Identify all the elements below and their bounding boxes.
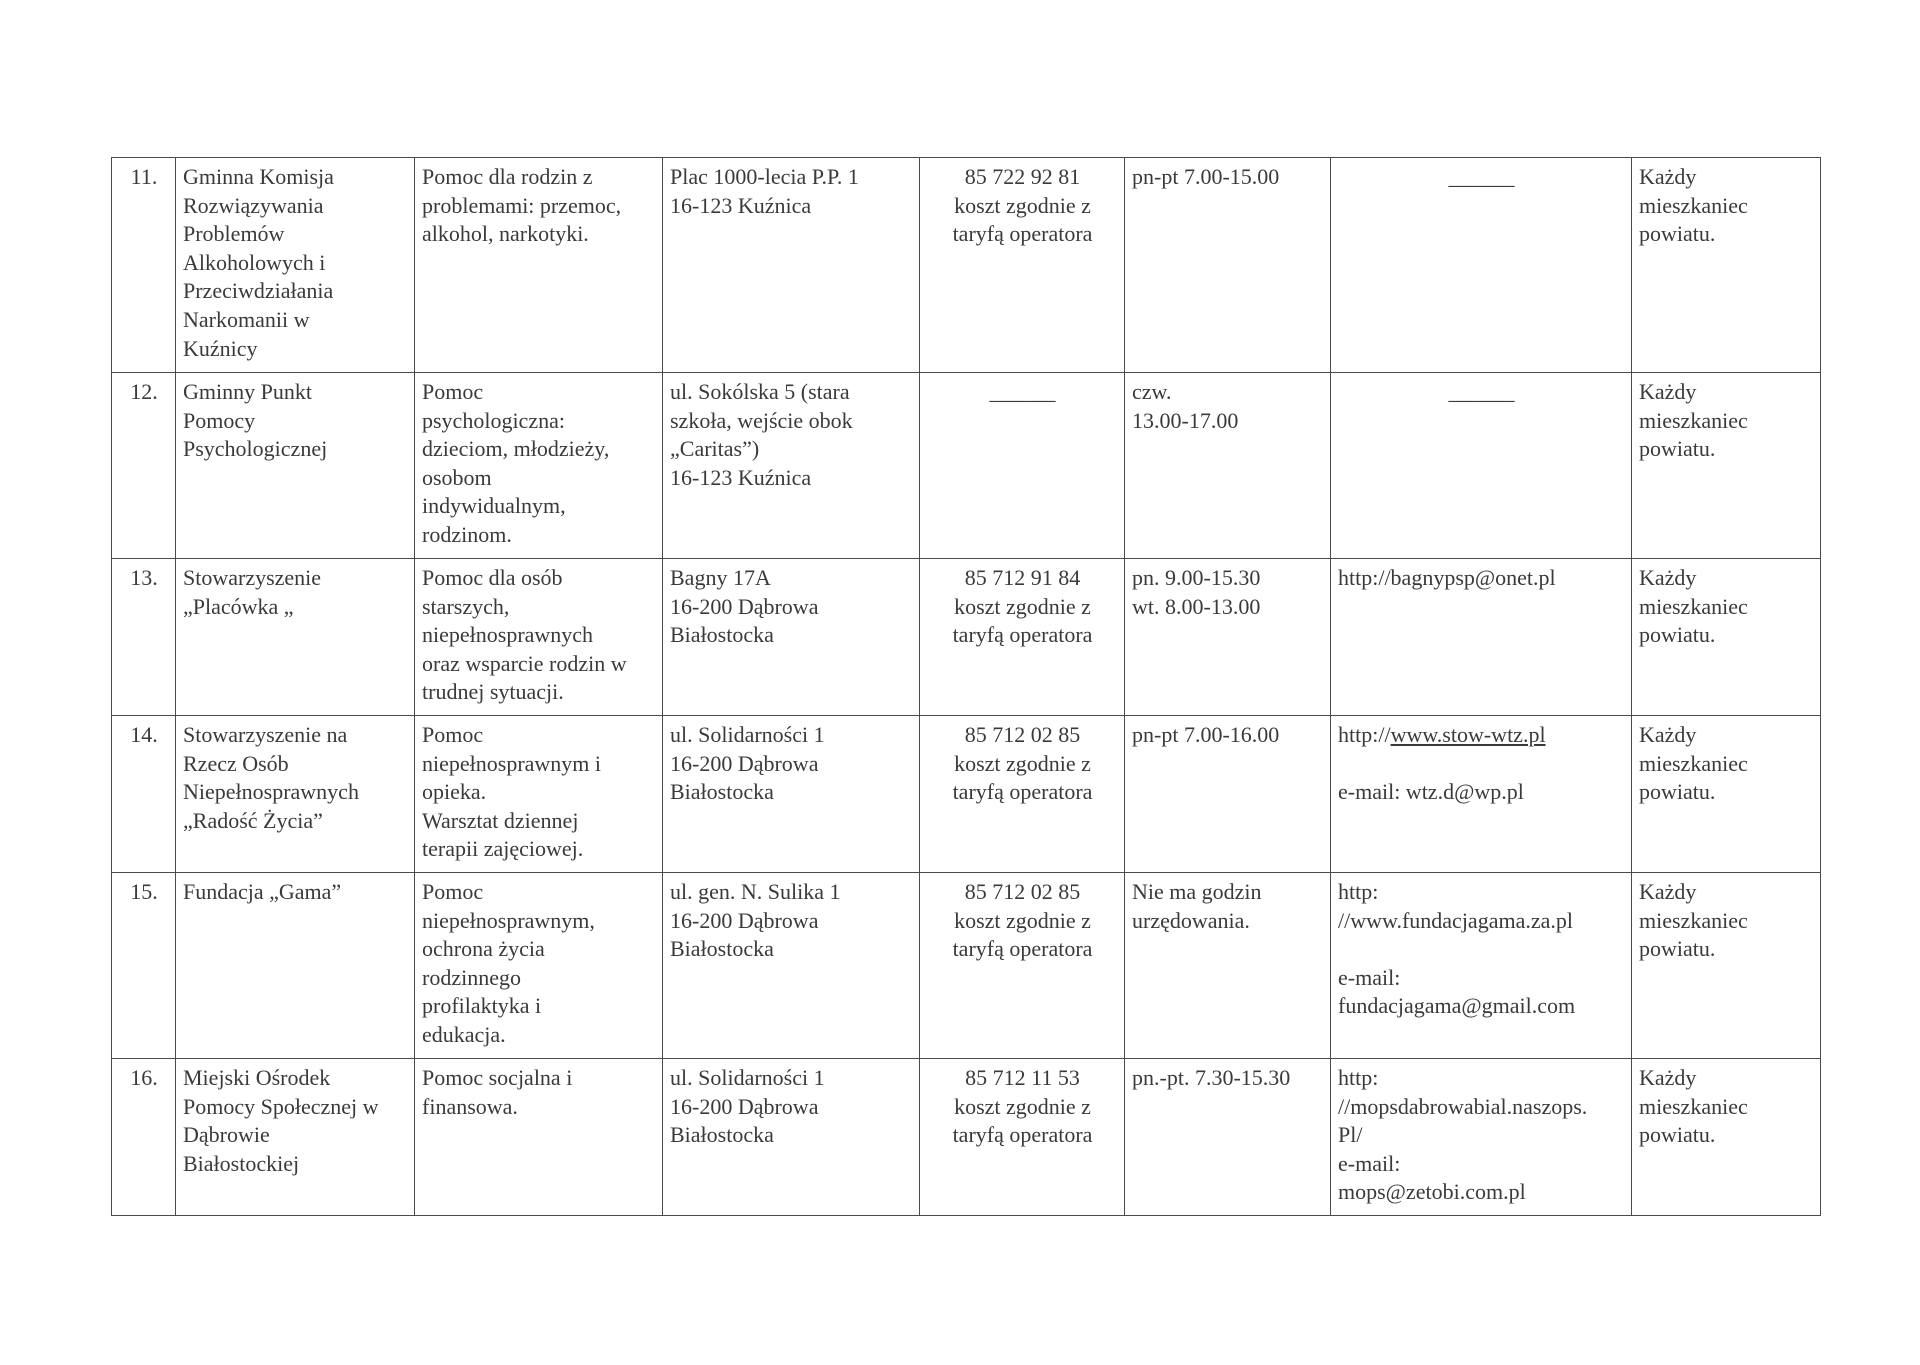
office-hours: pn-pt 7.00-16.00 <box>1125 716 1331 873</box>
website <box>1331 716 1632 873</box>
institutions-table <box>111 157 1821 1216</box>
institution-name: Miejski Ośrodek Pomocy Społecznej w Dąbrowie Białostockiej <box>176 1059 415 1216</box>
row-number: 15. <box>112 873 176 1059</box>
address: ul. Solidarności 1 16-200 Dąbrowa Białostocka <box>663 716 920 873</box>
table-row <box>112 1059 1821 1216</box>
phone: 85 712 02 85 koszt zgodnie z taryfą operatora <box>920 716 1125 873</box>
row-number: 11. <box>112 158 176 373</box>
office-hours: czw. 13.00-17.00 <box>1125 373 1331 559</box>
office-hours: Nie ma godzin urzędowania. <box>1125 873 1331 1059</box>
address: Bagny 17A 16-200 Dąbrowa Białostocka <box>663 559 920 716</box>
eligibility: Każdy mieszkaniec powiatu. <box>1632 158 1821 373</box>
institution-name: Stowarzyszenie na Rzecz Osób Niepełnosprawnych „Radość Życia” <box>176 716 415 873</box>
institution-name: Fundacja „Gama” <box>176 873 415 1059</box>
website-link[interactable]: http://bagnypsp@onet.pl <box>1338 565 1556 590</box>
table-row <box>112 559 1821 716</box>
office-hours: pn. 9.00-15.30 wt. 8.00-13.00 <box>1125 559 1331 716</box>
table-row <box>112 716 1821 873</box>
address: ul. Solidarności 1 16-200 Dąbrowa Białostocka <box>663 1059 920 1216</box>
eligibility: Każdy mieszkaniec powiatu. <box>1632 559 1821 716</box>
email-link[interactable]: e-mail: wtz.d@wp.pl <box>1338 779 1524 805</box>
phone: 85 712 11 53 koszt zgodnie z taryfą operatora <box>920 1059 1125 1216</box>
help-description: Pomoc socjalna i finansowa. <box>415 1059 663 1216</box>
row-number: 13. <box>112 559 176 716</box>
help-description: Pomoc dla rodzin z problemami: przemoc, alkohol, narkotyki. <box>415 158 663 373</box>
website-prefix: http:// <box>1338 722 1391 747</box>
help-description: Pomoc psychologiczna: dzieciom, młodzieży, osobom indywidualnym, rodzinom. <box>415 373 663 559</box>
website-and-email[interactable]: http: //mopsdabrowabial.naszops. Pl/ e-mail: mops@zetobi.com.pl <box>1338 1065 1588 1205</box>
address: ul. Sokólska 5 (stara szkoła, wejście obok „Caritas”) 16-123 Kuźnica <box>663 373 920 559</box>
help-description: Pomoc niepełnosprawnym i opieka. Warsztat dziennej terapii zajęciowej. <box>415 716 663 873</box>
website <box>1331 559 1632 716</box>
institution-name: Gminna Komisja Rozwiązywania Problemów Alkoholowych i Przeciwdziałania Narkomanii w Kuźnicy <box>176 158 415 373</box>
table-row <box>112 373 1821 559</box>
address: Plac 1000-lecia P.P. 1 16-123 Kuźnica <box>663 158 920 373</box>
institution-name: Stowarzyszenie „Placówka „ <box>176 559 415 716</box>
website <box>1331 873 1632 1059</box>
row-number: 16. <box>112 1059 176 1216</box>
institution-name: Gminny Punkt Pomocy Psychologicznej <box>176 373 415 559</box>
row-number: 14. <box>112 716 176 873</box>
website-link[interactable]: www.stow-wtz.pl <box>1390 722 1546 747</box>
row-number: 12. <box>112 373 176 559</box>
eligibility: Każdy mieszkaniec powiatu. <box>1632 873 1821 1059</box>
help-description: Pomoc niepełnosprawnym, ochrona życia rodzinnego profilaktyka i edukacja. <box>415 873 663 1059</box>
eligibility: Każdy mieszkaniec powiatu. <box>1632 1059 1821 1216</box>
phone: 85 712 02 85 koszt zgodnie z taryfą operatora <box>920 873 1125 1059</box>
eligibility: Każdy mieszkaniec powiatu. <box>1632 373 1821 559</box>
table-row <box>112 158 1821 373</box>
help-description: Pomoc dla osób starszych, niepełnosprawnych oraz wsparcie rodzin w trudnej sytuacji. <box>415 559 663 716</box>
eligibility: Każdy mieszkaniec powiatu. <box>1632 716 1821 873</box>
email-link[interactable]: e-mail: fundacjagama@gmail.com <box>1338 964 1576 1019</box>
website: ______ <box>1331 158 1632 373</box>
phone: ______ <box>920 373 1125 559</box>
phone: 85 712 91 84 koszt zgodnie z taryfą operatora <box>920 559 1125 716</box>
phone: 85 722 92 81 koszt zgodnie z taryfą operatora <box>920 158 1125 373</box>
office-hours: pn-pt 7.00-15.00 <box>1125 158 1331 373</box>
address: ul. gen. N. Sulika 1 16-200 Dąbrowa Białostocka <box>663 873 920 1059</box>
table-row <box>112 873 1821 1059</box>
website <box>1331 1059 1632 1216</box>
website: ______ <box>1331 373 1632 559</box>
website-link[interactable]: http: //www.fundacjagama.za.pl <box>1338 879 1573 933</box>
office-hours: pn.-pt. 7.30-15.30 <box>1125 1059 1331 1216</box>
